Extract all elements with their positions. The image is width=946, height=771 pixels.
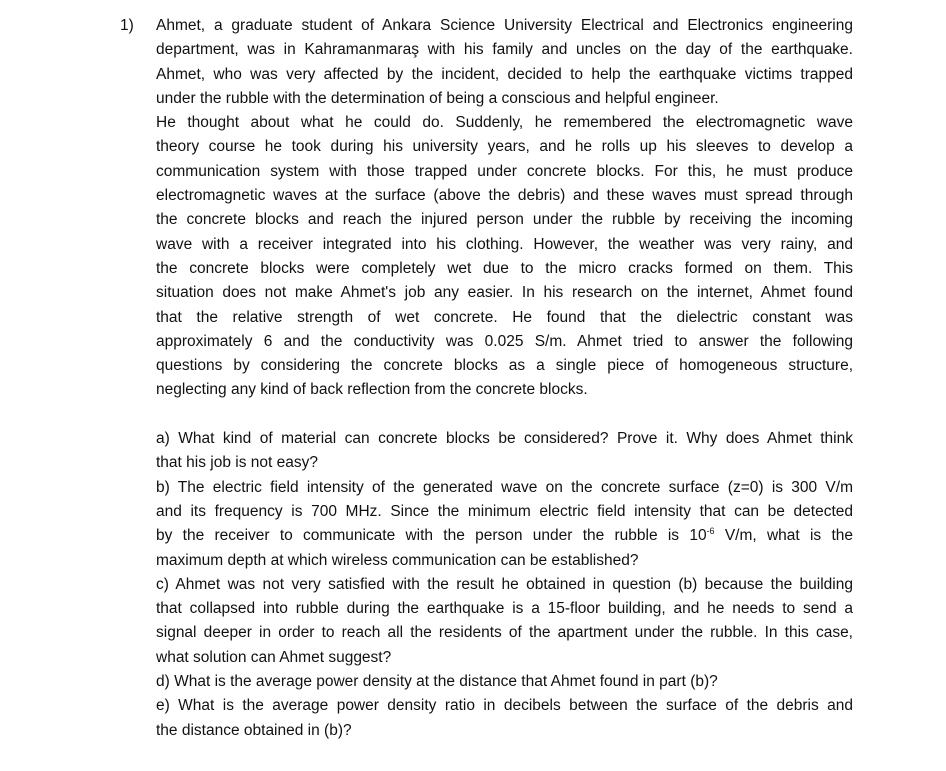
part-e-line: e) What is the average power density ratio in decibels between the surface of the debris and (156, 697, 853, 715)
part-a-line: that his job is not easy? (156, 454, 318, 472)
problem-statement (156, 14, 853, 403)
part-d (156, 670, 853, 694)
part-a (156, 427, 853, 476)
statement-line: that the relative strength of wet concrete. He found that the dielectric constant was (156, 308, 853, 326)
statement-line: Ahmet, who was very affected by the incident, decided to help the earthquake victims trapped (156, 65, 853, 83)
part-c-line: c) Ahmet was not very satisfied with the result he obtained in question (b) because the building (156, 575, 853, 593)
statement-line: situation does not make Ahmet's job any easier. In his research on the internet, Ahmet found (156, 284, 853, 302)
part-b-line: and its frequency is 700 MHz. Since the minimum electric field intensity that can be detected (156, 502, 853, 520)
statement-line: under the rubble with the determination of being a conscious and helpful engineer. (156, 89, 719, 107)
statement-line: the concrete blocks were completely wet due to the micro cracks formed on them. This (156, 259, 853, 277)
question-body (156, 14, 853, 743)
part-a-line: a) What kind of material can concrete blocks be considered? Prove it. Why does Ahmet think (156, 430, 853, 448)
part-e (156, 694, 853, 743)
exponent: -6 (706, 526, 715, 537)
statement-line: questions by considering the concrete blocks as a single piece of homogeneous structure, (156, 357, 853, 375)
part-b (156, 476, 853, 573)
statement-line: electromagnetic waves at the surface (above the debris) and these waves must spread through (156, 187, 853, 205)
part-b-line-with-exponent (156, 524, 853, 548)
statement-line: approximately 6 and the conductivity was 0.025 S/m. Ahmet tried to answer the following (156, 332, 853, 350)
statement-line: wave with a receiver integrated into his clothing. However, the weather was very rainy, and (156, 235, 853, 253)
statement-line: Ahmet, a graduate student of Ankara Science University Electrical and Electronics engineering (156, 17, 853, 34)
statement-line: the concrete blocks and reach the injured person under the rubble by receiving the incoming (156, 211, 853, 229)
part-c-line: that collapsed into rubble during the earthquake is a 15-floor building, and he needs to send a (156, 600, 853, 618)
part-d-line: d) What is the average power density at the distance that Ahmet found in part (b)? (156, 673, 718, 691)
part-e-line: the distance obtained in (b)? (156, 721, 352, 739)
question-number: 1) (120, 17, 134, 34)
statement-line: communication system with those trapped under concrete blocks. For this, he must produce (156, 162, 853, 180)
paragraph-spacer (156, 403, 853, 427)
part-b-text: by the receiver to communicate with the person under the rubble is 10 (156, 527, 707, 545)
part-b-line: b) The electric field intensity of the generated wave on the concrete surface (z=0) is 300 V/m (156, 478, 853, 496)
statement-line: He thought about what he could do. Suddenly, he remembered the electromagnetic wave (156, 114, 853, 132)
statement-line: neglecting any kind of back reflection from the concrete blocks. (156, 381, 588, 399)
part-c-line: signal deeper in order to reach all the residents of the apartment under the rubble. In this case, (156, 624, 853, 642)
part-c (156, 573, 853, 670)
part-b-line: maximum depth at which wireless communication can be established? (156, 551, 639, 569)
part-b-text: V/m, what is the (714, 527, 853, 545)
statement-line: theory course he took during his university years, and he rolls up his sleeves to develop a (156, 138, 853, 156)
statement-line: department, was in Kahramanmaraş with his family and uncles on the day of the earthquake. (156, 41, 853, 59)
part-c-line: what solution can Ahmet suggest? (156, 648, 392, 666)
